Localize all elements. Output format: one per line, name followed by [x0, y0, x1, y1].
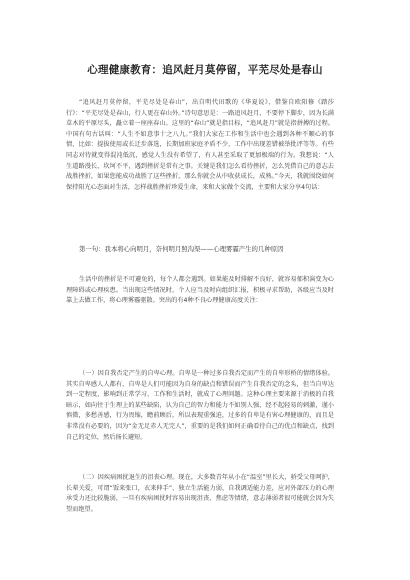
point-2-paragraph: （二）因疾病困扰退生的沮丧心理。现在，大多数青年从小在“温室”里长大，骄受父母呵护，长辈关爱，可谓“饭来张口，衣来伸手”，独立生活能力弱，自我调适能力差，应对外部压力的心理承受力还比较脆弱，一旦有疾病困扰时容易出现沮丧、焦虑等情绪，意志薄弱者很可能就会因为失望而绝望。: [66, 474, 334, 513]
section-intro-paragraph: 生活中的挫折是不可避免的，每个人都会遇到。如果能及时排解不良好，就容易郁积演变为心理障碍或心理疾患。当出现这些情况时，个人应当及时向组织汇报，积极寻求帮助，各级应当及时靠上去做工作，将心理雾霾驱散。突出的有4种不良心理健康高度关注：: [66, 276, 334, 305]
section-heading: 第一句：我本将心向明月，奈何明月照沟渠——心理雾霾产生的几种原因: [79, 245, 284, 253]
point-1-paragraph: （一）因自我否定产生的自卑心理。自卑是一种过多自我否定而产生的自卑形桥的情绪体验。其实自卑感人人都有，自卑是人们可能因为自身的缺点和错误而产生自我否定的念头，但当自卑达到一定程度，影响到正常学习、工作和生活时，就成了心理问题。这种心理主要来源于消极的自我暗示，如向往于生理上的某些缺陷，认为自己的智力和能力不如别人强，经不起轻易的刺激，谨小慎微，多愁善感，行为畏缩，瞻前顾后，所以表现重强迫，过多的自卑是有害心理健康的，而且是非常没有必要的，因为“金无足赤人无完人”，重要的是我们如何正确看待自己的优点和缺点，找到自己的定位，然后扬长避短。: [66, 370, 334, 441]
document-title: 心理健康教育：追风赶月莫停留，平芜尽处是春山: [87, 64, 323, 76]
intro-paragraph: “追风赶月莫停留，平芜尽处是春山”，出自明代田歌的《华夏说》，借鉴自欧阳修《踏莎行》：“平芜尽处是春山，行人更在春山外。”诗句意思是：一路追风赶月，不要停下脚步，因为长满草木的平原尽头，矗立着一座座春山。这里的“春山”就是指目标，“追风赶月”就是指拼搏的过程。中国有句古话叫：“人生不如意事十之八九。”我们大家在工作和生活中也会遇到各种不顺心的事情，比如：提拔使用或长迁步落选，长期加班家庭矛盾不少，工作中出现差错被举批评等等。有些同志对待就变得混沌低沉，感觉人生没有希望了，有人甚至采取了更加极端的行为。我想说：“人生道路漫长，坎坷不平，遇到挫折是常有之事。关键是我们怎么看待挫折，怎么凭借自己的意志去战胜挫折，如果您能成功战胜了这些挫折，那么你就会从中收获成长，成熟。”今天，我就围绕如何保持阳光心态面对生活，怎样战胜挫折珍爱生命，来和大家做个交流，主要和大家分享4句话：: [66, 99, 334, 191]
